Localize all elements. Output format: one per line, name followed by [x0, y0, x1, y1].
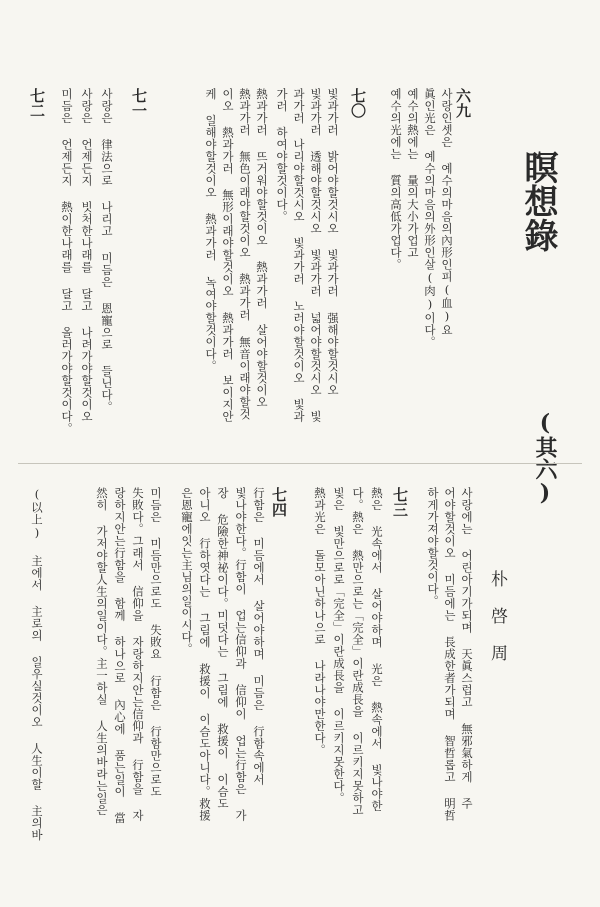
section-number-74: 七四 — [270, 487, 288, 517]
section-73-line: 다。熱은 熱만으로는「完全」이란成長을 이르키지못하고 — [351, 487, 365, 817]
section-71-line: 미듬은 언제든지 熱이한나래를 달고 올러가야할것이다。 — [60, 88, 74, 435]
section-74-line: 은恩寵에잇는主님의일이시다。 — [180, 487, 194, 655]
section-74-line: 然히 가저야할人生의일이다。主一하실 人生의바라는일은 — [95, 487, 109, 817]
section-74-line: 빛나야한다。行함이 업는信仰과 信仰이 업는行함은 가 — [234, 487, 248, 822]
section-72-line: 어야할것이오 미듬에는 長成한者가되며 智哲롭고 明哲 — [443, 487, 457, 822]
section-74-line: (以上) 主에서 主로의 일우실것이오 人生이할 主의바 — [30, 487, 44, 842]
section-number-71: 七一 — [130, 88, 148, 118]
title-part: (其六) — [532, 410, 558, 506]
section-73-line: 熱은 光속에서 살어야하며 光은 熱속에서 빛나야한 — [370, 487, 384, 812]
section-69-line: 사랑인셋은 예수의마음의內形인피(血)요 — [440, 88, 454, 336]
section-71-line: 사랑은 언제든지 빗처한나래를 달고 나려가야할것이오 — [80, 88, 94, 423]
section-74-line: 行함은 미듬에서 살어야하며 미듬은 行함속에서 — [252, 487, 266, 786]
section-70-line: 가러 하여야할것이다。 — [275, 88, 289, 223]
section-70-line: 과가러 나리야할것시오 빛과가러 노러야할것이오 빛과 — [292, 88, 306, 423]
section-70-line: 熱과가러 無色이래야할것이오 熱과가러 無音이래야할것 — [238, 88, 252, 420]
section-70-line: 빛과가러 透해야할것시오 빛과가러 넓어야할것시오 빛 — [309, 88, 323, 423]
section-70-line: 케 일해야할것이오 熱과가러 녹여야할것이다。 — [204, 88, 218, 372]
section-number-69: 六九 — [454, 88, 472, 118]
section-70-line: 熱과가러 뜨거워야할것이오 熱과가러 살어야할것이오 — [255, 88, 269, 408]
section-74-line: 미듬은 미듬만으로도 失敗요 行함은 行함만으로도 — [149, 487, 163, 798]
section-69-line: 眞인光은 예수의마음의外形인살(肉)이다。 — [423, 88, 437, 348]
section-69-line: 예수의光에는 質의高低가업다。 — [389, 88, 403, 271]
author-name: 朴 啓 周 — [487, 570, 507, 661]
section-74-line: 失敗다。그래서 信仰을 자랑하지안는信仰과 行함을 자 — [131, 487, 145, 822]
title-text: 瞑想錄 — [518, 150, 558, 252]
section-69-line: 예수의熱에는 量의大小가업고 — [406, 88, 420, 259]
section-number-72: 七二 — [28, 88, 46, 118]
section-74-line: 랑하지안는行함을 함께 하나으로 內心에 품는일이 當 — [113, 487, 127, 824]
section-74-line: 아니오 行하엿다는 그림에 救援이 이슴도아니다。救援 — [198, 487, 212, 822]
section-number-73: 七三 — [391, 487, 409, 517]
section-72-line: 사랑에는 어린아기가되며 天眞스럽고 無邪氣하게 주 — [460, 487, 474, 810]
section-divider — [18, 463, 582, 464]
section-74-line: 장 危險한神祕이다。미덧다는 그림에 救援이 이슴도 — [216, 487, 230, 810]
section-70-line: 빛과가러 밝어야할것시오 빛과가러 强해야할것시오 — [326, 88, 340, 396]
section-70-line: 이오 熱과가러 無形이래야할것이오 熱과가러 보이지안 — [221, 88, 235, 423]
section-73-line: 熱과光은 돌모아닌하나으로 나라나야만한다。 — [313, 487, 327, 757]
section-number-70: 七〇 — [349, 88, 367, 118]
section-72-line: 하게가져야할것이다。 — [426, 487, 440, 607]
section-71-line: 사랑은 律法으로 나리고 미듬은 恩寵으로 들닌다。 — [100, 88, 114, 413]
section-73-line: 빛은 빛만으로로「完全」이란成長을 이르키지못한다。 — [332, 487, 346, 805]
